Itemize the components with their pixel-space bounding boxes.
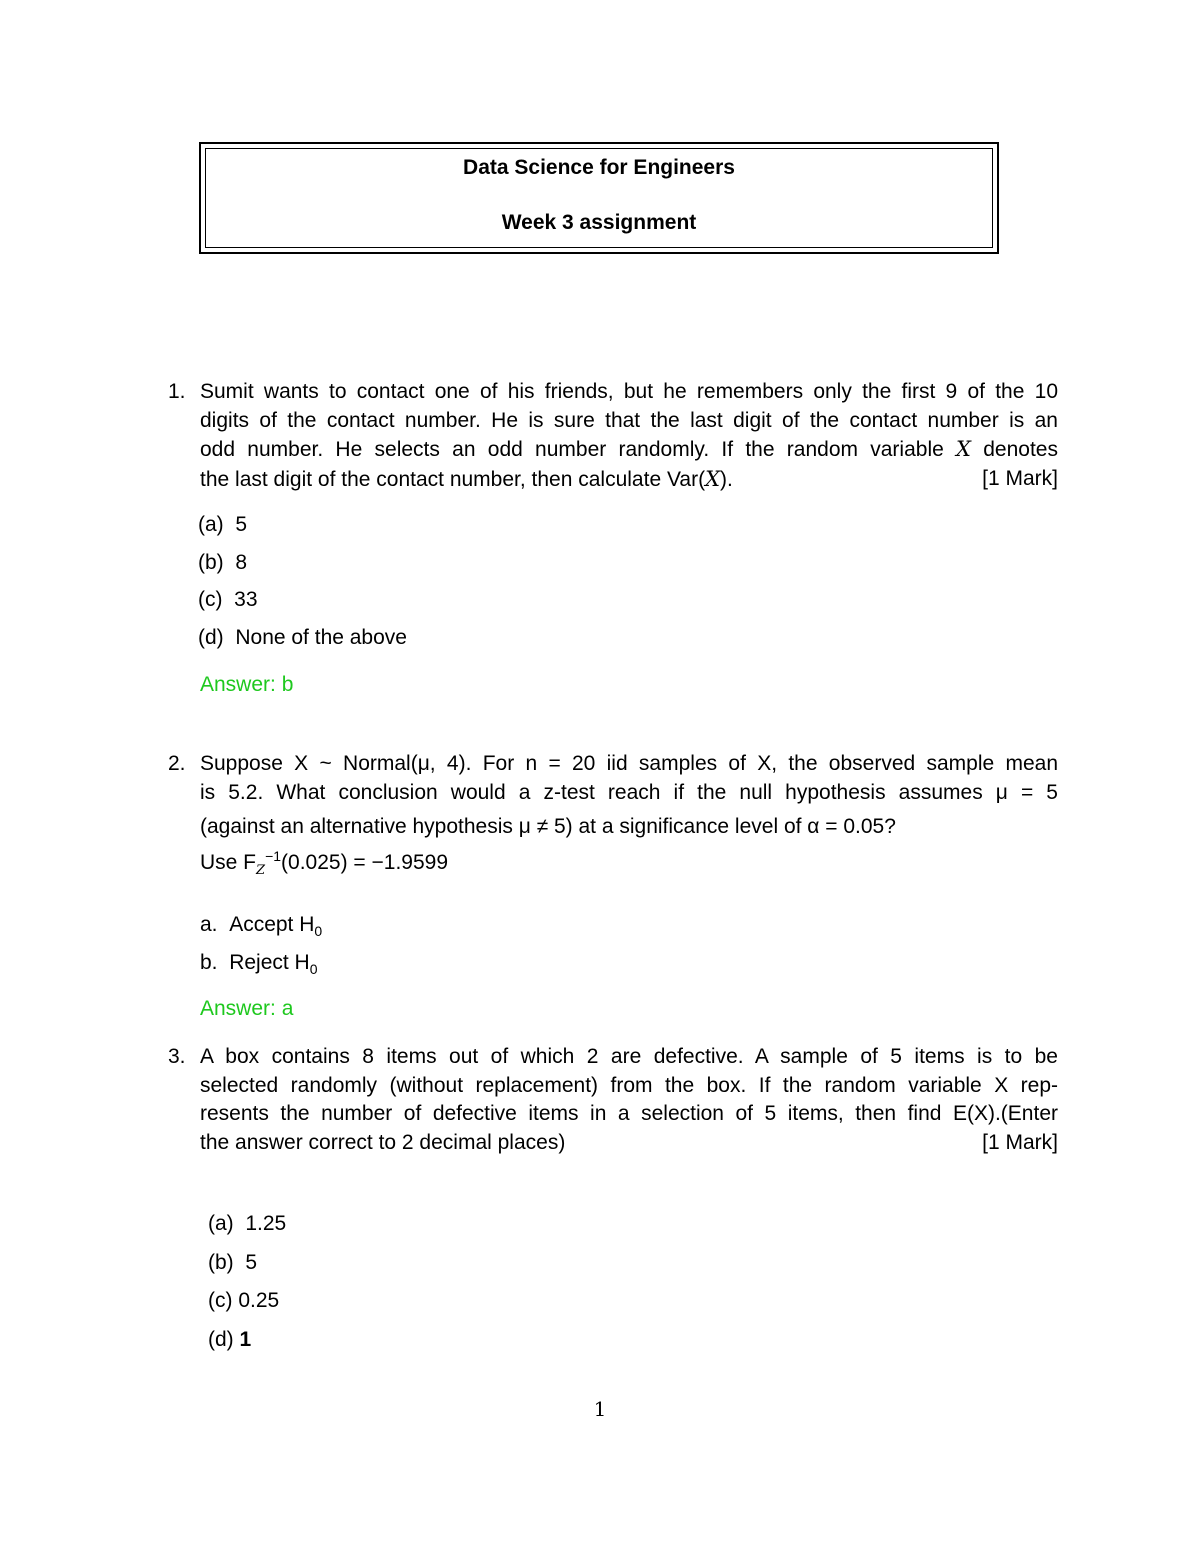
course-title: Data Science for Engineers — [463, 156, 735, 179]
q3-line-4-text: the answer correct to 2 decimal places) — [200, 1130, 566, 1154]
q1-line-4 — [200, 465, 1058, 495]
q2-answer: Answer: a — [200, 997, 294, 1020]
q2-line-4: Use $F_Z^{-1}(0.025) = -1.9599$ — [200, 847, 448, 878]
q1-option-b: (b) 8 — [198, 551, 248, 574]
q2-option-b: b. Reject $H_0$ — [200, 951, 318, 978]
q3-line-1: A box contains 8 items out of which 2 are defective. A sample of 5 items is to be — [200, 1045, 1058, 1068]
question-1-number: 1. — [168, 380, 186, 403]
q2-line-1: Suppose X ~ Normal(μ, 4). For n = 20 iid samples of X, the observed sample mean — [200, 752, 1058, 775]
q1-answer: Answer: b — [200, 673, 294, 696]
question-3-number: 3. — [168, 1045, 186, 1068]
question-3 — [168, 1043, 1058, 1157]
q1-line-1: Sumit wants to contact one of his friends, but he remembers only the first 9 of the 10 — [200, 380, 1058, 403]
q1-line-2: digits of the contact number. He is sure that the last digit of the contact number is an — [200, 408, 1058, 432]
q3-option-d: (d) 1 — [208, 1328, 252, 1351]
q3-marks: [1 Mark] — [982, 1130, 1058, 1154]
q2-line-3: (against an alternative hypothesis μ ≠ 5) at a significance level of α = 0.05? — [200, 815, 896, 838]
q1-marks: [1 Mark] — [982, 466, 1058, 490]
title-box — [199, 142, 999, 254]
q3-option-b: (b) 5 — [208, 1251, 258, 1274]
q2-option-a: a. Accept $H_0$ — [200, 913, 323, 940]
q3-line-4 — [200, 1129, 1058, 1158]
q1-line-3: odd number. He selects an odd number randomly. If the random variable X denotes — [200, 437, 1058, 461]
page-number: 1 — [593, 1397, 607, 1421]
assignment-title: Week 3 assignment — [501, 211, 697, 234]
q3-line-2: selected randomly (without replacement) from the box. If the random variable X rep- — [200, 1073, 1058, 1097]
q3-option-c: (c) 0.25 — [208, 1289, 280, 1312]
question-2-number: 2. — [168, 752, 186, 775]
q2-line-2: is 5.2. What conclusion would a z-test reach if the null hypothesis assumes μ = 5 — [200, 780, 1058, 804]
q3-option-a: (a) 1.25 — [208, 1212, 287, 1235]
question-2 — [168, 750, 1058, 885]
q1-option-c: (c) 33 — [198, 588, 258, 611]
q3-line-3: resents the number of defective items in a selection of 5 items, then find E(X).(Enter — [200, 1102, 1058, 1125]
question-1 — [168, 378, 1058, 494]
q1-option-d: (d) None of the above — [198, 626, 407, 649]
q1-line-4-text: the last digit of the contact number, then calculate Var(X). — [200, 466, 733, 491]
q1-option-a: (a) 5 — [198, 513, 248, 536]
